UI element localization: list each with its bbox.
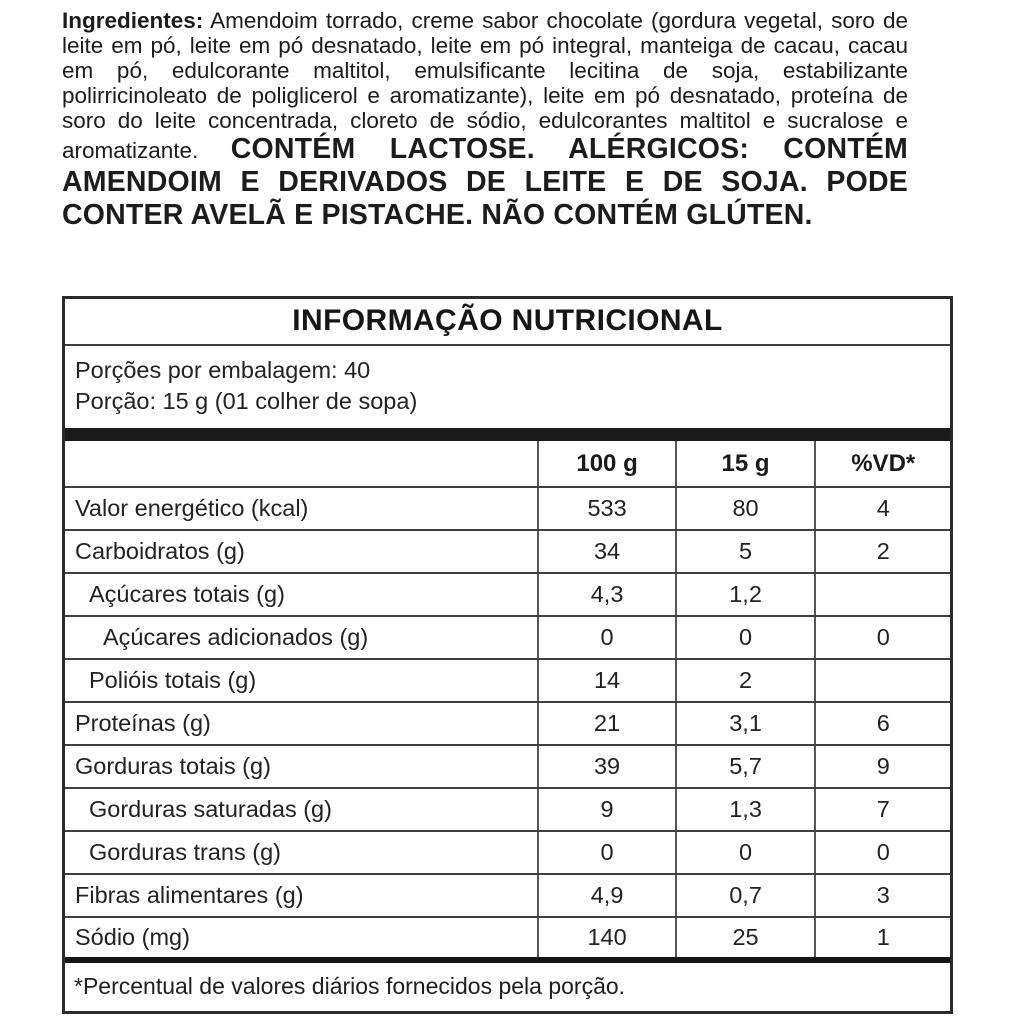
table-row-fibras-alimentares [65,874,950,917]
value-15g: 2 [676,659,816,702]
nutrient-label: Polióis totais (g) [65,659,538,702]
column-header-row [65,441,950,487]
table-row-sodio [65,917,950,960]
nutrient-label: Gorduras totais (g) [65,745,538,788]
value-15g: 0,7 [676,874,816,917]
value-100g: 140 [538,917,675,960]
ingredients-paragraph [62,8,908,232]
value-15g: 80 [676,487,816,530]
column-header-blank [65,441,538,487]
value-100g: 4,9 [538,874,675,917]
table-row-carboidratos [65,530,950,573]
nutrition-title: INFORMAÇÃO NUTRICIONAL [65,299,950,346]
nutrient-label: Gorduras saturadas (g) [65,788,538,831]
value-vd [815,659,950,702]
value-100g: 21 [538,702,675,745]
value-vd: 0 [815,831,950,874]
nutrient-label: Proteínas (g) [65,702,538,745]
value-vd: 7 [815,788,950,831]
value-100g: 4,3 [538,573,675,616]
servings-block [65,346,950,428]
value-100g: 14 [538,659,675,702]
column-header-vd: %VD* [815,441,950,487]
nutrient-label: Gorduras trans (g) [65,831,538,874]
nutrient-label: Açúcares adicionados (g) [65,616,538,659]
value-15g: 25 [676,917,816,960]
table-row-proteinas [65,702,950,745]
table-row-acucares-adicionados [65,616,950,659]
nutrient-label: Carboidratos (g) [65,530,538,573]
nutrient-label: Sódio (mg) [65,917,538,960]
value-vd: 3 [815,874,950,917]
table-row-valor-energetico [65,487,950,530]
value-15g: 1,3 [676,788,816,831]
ingredients-label: Ingredientes: [62,8,204,33]
value-100g: 533 [538,487,675,530]
value-15g: 3,1 [676,702,816,745]
servings-per-package: Porções por embalagem: 40 [75,357,371,383]
allergen-statement: CONTÉM LACTOSE. ALÉRGICOS: CONTÉM AMENDOIM E DERIVADOS DE LEITE E DE SOJA. PODE CONTER AVELÃ E PISTACHE. NÃO CONTÉM GLÚTEN. [62,133,908,231]
value-vd: 9 [815,745,950,788]
value-100g: 0 [538,616,675,659]
value-15g: 0 [676,831,816,874]
column-header-15g: 15 g [676,441,816,487]
value-15g: 5,7 [676,745,816,788]
nutrition-footnote: *Percentual de valores diários fornecidos pela porção. [74,973,626,999]
value-100g: 9 [538,788,675,831]
nutrient-label: Valor energético (kcal) [65,487,538,530]
value-100g: 39 [538,745,675,788]
nutrition-facts-panel [62,296,953,1014]
value-vd: 1 [815,917,950,960]
value-15g: 1,2 [676,573,816,616]
value-15g: 5 [676,530,816,573]
value-vd: 2 [815,530,950,573]
nutrition-table [65,441,950,963]
table-row-gorduras-trans [65,831,950,874]
table-row-acucares-totais [65,573,950,616]
value-100g: 34 [538,530,675,573]
separator-bar [65,428,950,441]
value-100g: 0 [538,831,675,874]
nutrient-label: Açúcares totais (g) [65,573,538,616]
nutrient-label: Fibras alimentares (g) [65,874,538,917]
table-row-gorduras-totais [65,745,950,788]
serving-size: Porção: 15 g (01 colher de sopa) [75,388,418,414]
table-row-poliois-totais [65,659,950,702]
value-vd [815,573,950,616]
value-vd: 6 [815,702,950,745]
value-15g: 0 [676,616,816,659]
table-row-gorduras-saturadas [65,788,950,831]
column-header-100g: 100 g [538,441,675,487]
value-vd: 4 [815,487,950,530]
ingredients-text: Amendoim torrado, creme sabor chocolate (gordura vegetal, soro de leite em pó, leite em pó desnatado, leite em pó integral, manteiga de cacau, cacau em pó, edulcorante maltitol, emulsificante lecitina de soja, estabilizante polirricinoleato de poliglicerol e aromatizante), leite em pó desnatado, proteína de soro do leite concentrada, cloreto de sódio, edulcorantes maltitol e sucralose e aromatizante. [62,8,908,163]
value-vd: 0 [815,616,950,659]
